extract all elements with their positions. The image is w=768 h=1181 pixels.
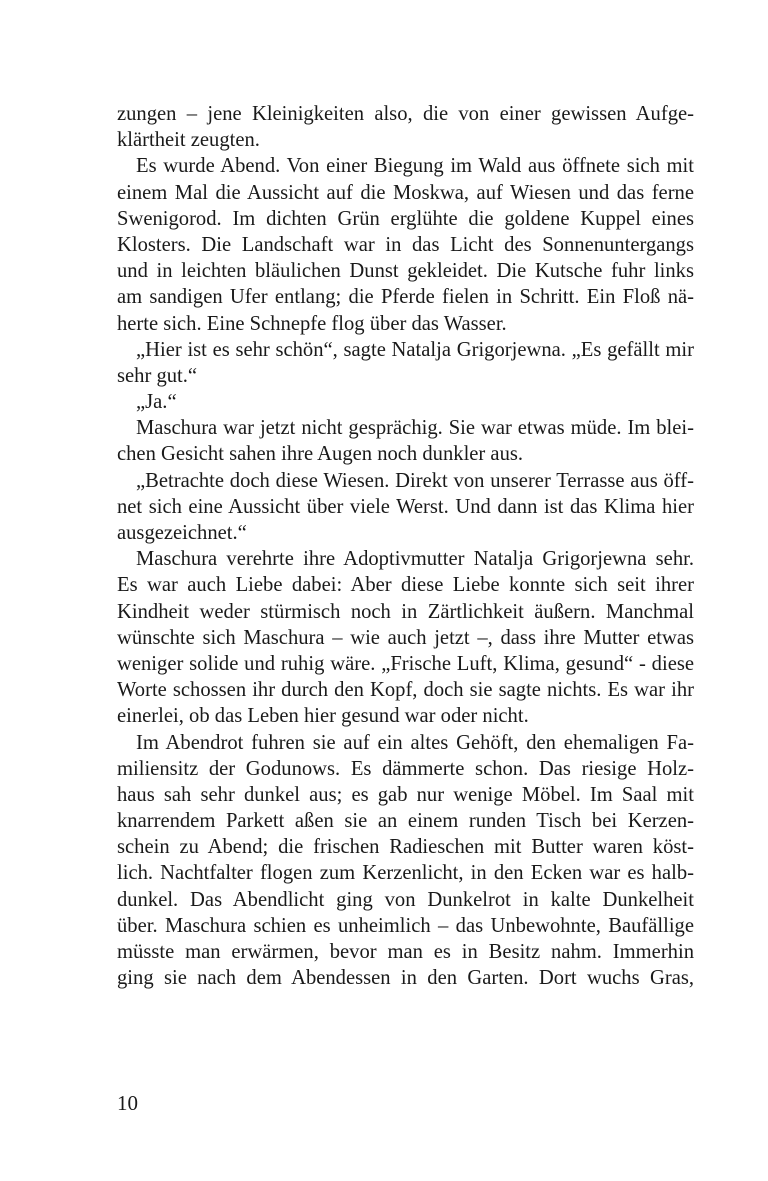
text-line: „Ja.“ bbox=[136, 391, 177, 414]
text-line: und in leichten bläulichen Dunst gekleidet. Die Kutsche fuhr links bbox=[117, 260, 694, 283]
text-line: Maschura war jetzt nicht gesprächig. Sie war etwas müde. Im blei- bbox=[136, 417, 694, 440]
text-line: einem Mal die Aussicht auf die Moskwa, auf Wiesen und das ferne bbox=[117, 181, 694, 204]
text-line: knarrendem Parkett aßen sie an einem runden Tisch bei Kerzen- bbox=[117, 810, 694, 833]
body-text bbox=[117, 101, 694, 991]
text-line: Swenigorod. Im dichten Grün erglühte die goldene Kuppel eines bbox=[117, 207, 694, 230]
text-line: am sandigen Ufer entlang; die Pferde fielen in Schritt. Ein Floß nä- bbox=[117, 286, 694, 309]
text-line: Im Abendrot fuhren sie auf ein altes Gehöft, den ehemaligen Fa- bbox=[136, 731, 694, 754]
page-number: 10 bbox=[117, 1091, 138, 1115]
text-line: chen Gesicht sahen ihre Augen noch dunkler aus. bbox=[117, 443, 524, 466]
text-line: wünschte sich Maschura – wie auch jetzt –, dass ihre Mutter etwas bbox=[117, 626, 694, 649]
text-line: sehr gut.“ bbox=[117, 364, 198, 387]
text-line: miliensitz der Godunows. Es dämmerte schon. Das riesige Holz- bbox=[117, 757, 694, 780]
text-line: ausgezeichnet.“ bbox=[117, 522, 247, 544]
text-line: weniger solide und ruhig wäre. „Frische Luft, Klima, gesund“ - diese bbox=[117, 652, 694, 675]
text-line: haus sah sehr dunkel aus; es gab nur wenige Möbel. Im Saal mit bbox=[117, 783, 694, 806]
text-line: Kindheit weder stürmisch noch in Zärtlichkeit äußern. Manchmal bbox=[117, 600, 694, 623]
text-line: ging sie nach dem Abendessen in den Garten. Dort wuchs Gras, bbox=[117, 967, 694, 990]
text-line: Es war auch Liebe dabei: Aber diese Liebe konnte sich seit ihrer bbox=[117, 574, 694, 597]
text-line: müsste man erwärmen, bevor man es in Besitz nahm. Immerhin bbox=[117, 941, 694, 963]
text-line: einerlei, ob das Leben hier gesund war oder nicht. bbox=[117, 705, 529, 728]
text-line: dunkel. Das Abendlicht ging von Dunkelrot in kalte Dunkelheit bbox=[117, 888, 694, 911]
text-line: herte sich. Eine Schnepfe flog über das Wasser. bbox=[117, 312, 507, 335]
text-line: „Hier ist es sehr schön“, sagte Natalja Grigorjewna. „Es gefällt mir bbox=[136, 338, 694, 361]
text-line: Klosters. Die Landschaft war in das Licht des Sonnenuntergangs bbox=[117, 233, 694, 256]
text-line: schein zu Abend; die frischen Radieschen mit Butter waren köst- bbox=[117, 836, 694, 859]
text-line: Maschura verehrte ihre Adoptivmutter Natalja Grigorjewna sehr. bbox=[136, 548, 694, 571]
text-line: Worte schossen ihr durch den Kopf, doch sie sagte nichts. Es war ihr bbox=[117, 679, 694, 702]
text-line: „Betrachte doch diese Wiesen. Direkt von unserer Terrasse aus öff- bbox=[136, 469, 694, 492]
text-line: klärtheit zeugten. bbox=[117, 129, 260, 152]
text-line: über. Maschura schien es unheimlich – das Unbewohnte, Baufällige bbox=[117, 914, 694, 937]
text-line: net sich eine Aussicht über viele Werst. Und dann ist das Klima hier bbox=[117, 495, 694, 518]
text-line: zungen – jene Kleinigkeiten also, die von einer gewissen Aufge- bbox=[117, 103, 694, 125]
text-line: lich. Nachtfalter flogen zum Kerzenlicht, in den Ecken war es halb- bbox=[117, 862, 694, 885]
text-line: Es wurde Abend. Von einer Biegung im Wald aus öffnete sich mit bbox=[136, 155, 694, 178]
